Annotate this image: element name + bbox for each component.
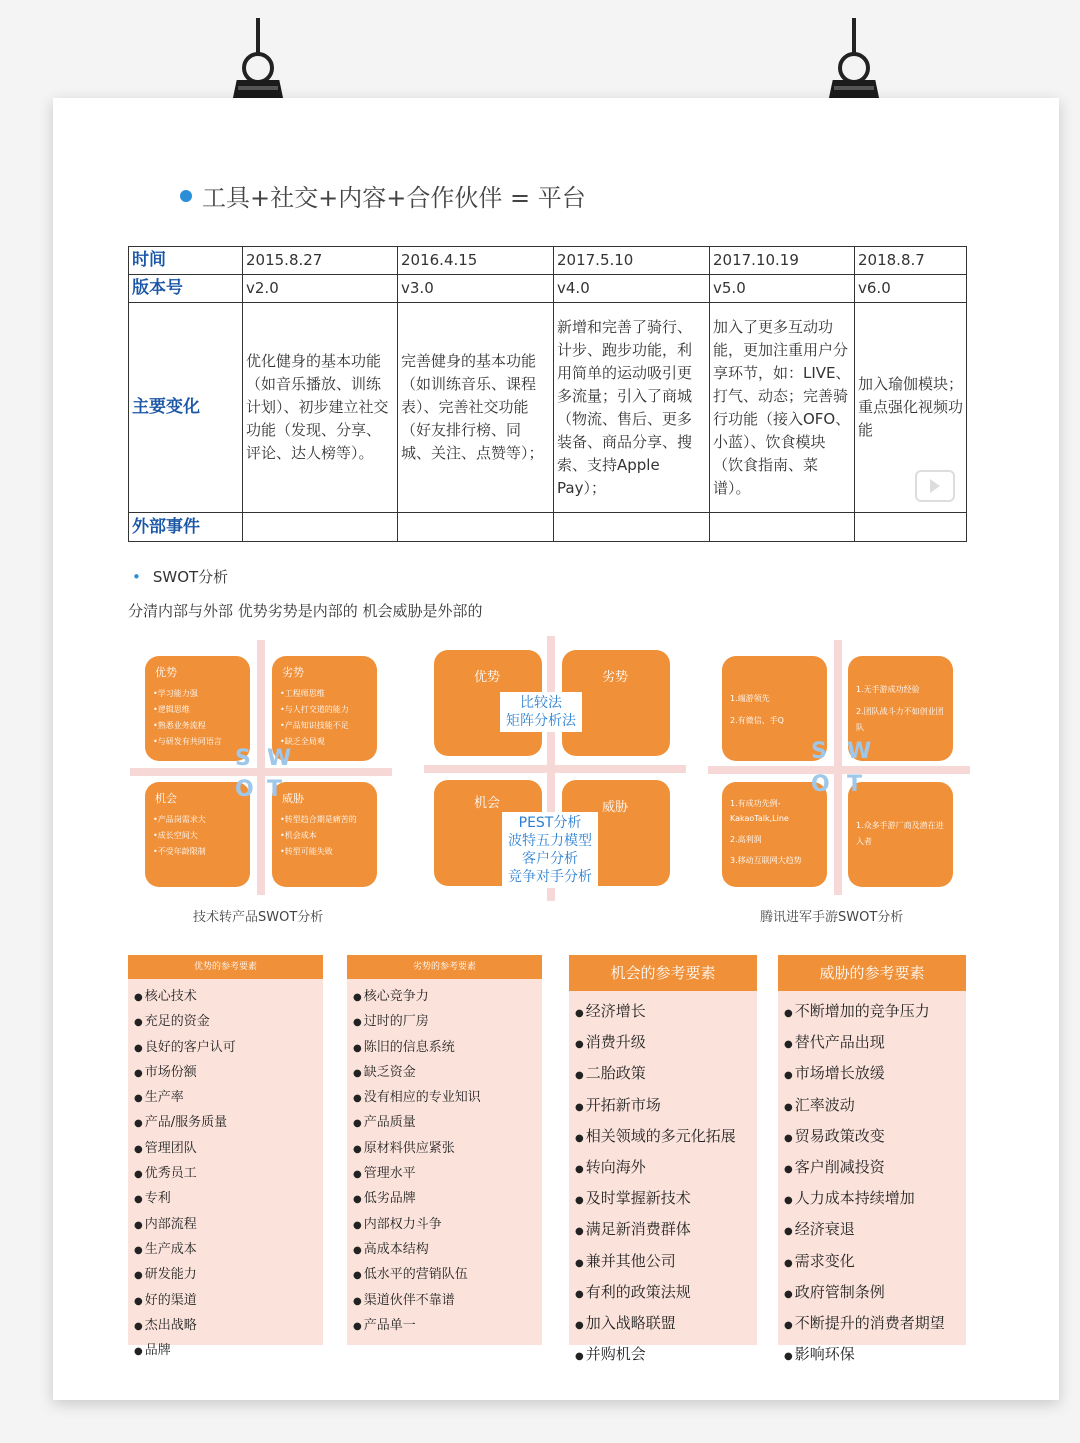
factor-item: ● 相关领域的多元化拓展 [575, 1122, 757, 1153]
factor-item: ● 研发能力 [134, 1263, 323, 1288]
video-play-icon[interactable] [915, 470, 955, 502]
opportunity-factors-column: 机会的参考要素 ● 经济增长 ● 消费升级 ● 二胎政策 ● 开拓新市场 ● 相关领域的多元化拓展 ● 转向海外 ● 及时掌握新技术 ● 满足新消费群体 ● 兼并其他公司 ● 有利的政策法规 ● 加入战略联盟 ● 并购机会 [569, 955, 757, 1345]
row-label-time: 时间 [129, 247, 243, 275]
letter-w: W [847, 739, 872, 764]
factor-item: ● 需求变化 [784, 1247, 966, 1278]
factor-item: ● 不断增加的竞争压力 [784, 997, 966, 1028]
letter-w: W [267, 746, 292, 771]
letter-t: T [847, 772, 863, 797]
factor-item: ● 充足的资金 [134, 1010, 323, 1035]
factor-item: ● 消费升级 [575, 1028, 757, 1059]
factor-item: ● 高成本结构 [353, 1238, 542, 1263]
factor-item: ● 生产率 [134, 1086, 323, 1111]
factor-item: ● 渠道伙伴不靠谱 [353, 1289, 542, 1314]
weakness-box: 劣势 •工程师思维 •与人打交道的能力 •产品知识技能不足 •缺乏全局观 [272, 656, 377, 761]
factor-item: ● 良好的客户认可 [134, 1036, 323, 1061]
table-row-versions [129, 275, 967, 303]
analysis-methods-label: PEST分析 波特五力模型 客户分析 竞争对手分析 [502, 812, 598, 888]
threat-box: 威胁 [562, 780, 670, 886]
bullet-dot-icon [180, 190, 192, 202]
strength-box: 优势 [434, 650, 542, 756]
row-label-changes: 主要变化 [129, 303, 243, 513]
letter-o: O [811, 772, 830, 797]
letter-t: T [267, 777, 283, 802]
factor-item: ● 二胎政策 [575, 1059, 757, 1090]
factor-item: ● 并购机会 [575, 1340, 757, 1371]
factor-item: ● 贸易政策改变 [784, 1122, 966, 1153]
factor-item: ● 内部权力斗争 [353, 1213, 542, 1238]
threat-box: 1.众多手游厂商及潜在进入者 [848, 782, 953, 887]
diagram-3-caption: 腾讯进军手游SWOT分析 [760, 910, 904, 925]
table-row-changes [129, 303, 967, 513]
factor-item: ● 杰出战略 [134, 1314, 323, 1339]
swot-heading: • SWOT分析 [132, 568, 229, 586]
factor-item: ● 低水平的营销队伍 [353, 1263, 542, 1288]
weakness-box: 1.无手游成功经验 2.团队战斗力不如创业团队 [848, 656, 953, 761]
page-title: 工具+社交+内容+合作伙伴 = 平台 [180, 178, 586, 213]
factor-item: ● 原材料供应紧张 [353, 1137, 542, 1162]
letter-s: S [811, 739, 827, 764]
factor-item: ● 产品/服务质量 [134, 1111, 323, 1136]
version-cell: v3.0 [398, 275, 554, 303]
strength-factors-column: 优势的参考要素 ● 核心技术 ● 充足的资金 ● 良好的客户认可 ● 市场份额 ● 生产率 ● 产品/服务质量 ● 管理团队 ● 优秀员工 ● 专利 ● 内部流程 ● 生产成本 ● 研发能力 ● 好的渠道 ● 杰出战略 ● 品牌 [128, 955, 323, 1345]
factor-item: ● 不断提升的消费者期望 [784, 1309, 966, 1340]
factor-item: ● 管理水平 [353, 1162, 542, 1187]
date-cell: 2016.4.15 [398, 247, 554, 275]
changes-cell: 新增和完善了骑行、计步、跑步功能，利用简单的运动吸引更多流量；引入了商城（物流、售后、更多装备、商品分享、搜索、支持Apple Pay）； [554, 303, 710, 513]
date-cell: 2018.8.7 [855, 247, 967, 275]
version-cell: v6.0 [855, 275, 967, 303]
strength-box: 1.端游领先 2.有微信、手Q [722, 656, 827, 761]
factor-item: ● 低劣品牌 [353, 1187, 542, 1212]
diagram-1-caption: 技术转产品SWOT分析 [193, 910, 324, 925]
version-cell: v2.0 [243, 275, 398, 303]
changes-cell: 加入了更多互动功能，更加注重用户分享环节，如：LIVE、打气、动态；完善骑行功能（接入OFO、小蓝）、饮食模块（饮食指南、菜谱）。 [710, 303, 855, 513]
factor-item: ● 过时的厂房 [353, 1010, 542, 1035]
factor-item: ● 市场份额 [134, 1061, 323, 1086]
table-row-events [129, 513, 967, 542]
swot-subtitle: 分清内部与外部 优势劣势是内部的 机会威胁是外部的 [128, 602, 483, 620]
factor-item: ● 加入战略联盟 [575, 1309, 757, 1340]
version-cell: v5.0 [710, 275, 855, 303]
factor-item: ● 核心竞争力 [353, 985, 542, 1010]
factor-item: ● 人力成本持续增加 [784, 1184, 966, 1215]
factor-item: ● 陈旧的信息系统 [353, 1036, 542, 1061]
threat-box: 威胁 •转型趋合期是痛苦的 •机会成本 •转型可能失败 [272, 782, 377, 887]
factor-item: ● 好的渠道 [134, 1289, 323, 1314]
factor-item: ● 经济增长 [575, 997, 757, 1028]
row-label-version: 版本号 [129, 275, 243, 303]
weakness-box: 劣势 [562, 650, 670, 756]
factor-item: ● 满足新消费群体 [575, 1215, 757, 1246]
factor-item: ● 市场增长放缓 [784, 1059, 966, 1090]
weakness-factors-column: 劣势的参考要素 ● 核心竞争力 ● 过时的厂房 ● 陈旧的信息系统 ● 缺乏资金 ● 没有相应的专业知识 ● 产品质量 ● 原材料供应紧张 ● 管理水平 ● 低劣品牌 ● 内部权力斗争 ● 高成本结构 ● 低水平的营销队伍 ● 渠道伙伴不靠谱 ● 产品单一 [347, 955, 542, 1345]
version-cell: v4.0 [554, 275, 710, 303]
factor-item: ● 有利的政策法规 [575, 1278, 757, 1309]
factor-item: ● 生产成本 [134, 1238, 323, 1263]
factor-item: ● 政府管制条例 [784, 1278, 966, 1309]
factor-item: ● 专利 [134, 1187, 323, 1212]
strength-box: 优势 •学习能力强 •逻辑思维 •熟悉业务流程 •与研发有共同语言 [145, 656, 250, 761]
factor-item: ● 管理团队 [134, 1137, 323, 1162]
table-row-dates [129, 247, 967, 275]
factor-item: ● 替代产品出现 [784, 1028, 966, 1059]
changes-cell: 加入瑜伽模块；重点强化视频功能 [855, 303, 967, 513]
row-label-events: 外部事件 [129, 513, 243, 542]
date-cell: 2017.5.10 [554, 247, 710, 275]
letter-o: O [235, 777, 254, 802]
factor-item: ● 内部流程 [134, 1213, 323, 1238]
date-cell: 2017.10.19 [710, 247, 855, 275]
factor-item: ● 兼并其他公司 [575, 1247, 757, 1278]
date-cell: 2015.8.27 [243, 247, 398, 275]
letter-s: S [235, 746, 251, 771]
factor-item: ● 缺乏资金 [353, 1061, 542, 1086]
factor-item: ● 经济衰退 [784, 1215, 966, 1246]
factor-item: ● 优秀员工 [134, 1162, 323, 1187]
threat-factors-column: 威胁的参考要素 ● 不断增加的竞争压力 ● 替代产品出现 ● 市场增长放缓 ● 汇率波动 ● 贸易政策改变 ● 客户削减投资 ● 人力成本持续增加 ● 经济衰退 ● 需求变化 ● 政府管制条例 ● 不断提升的消费者期望 ● 影响环保 [778, 955, 966, 1345]
factor-item: ● 品牌 [134, 1339, 323, 1364]
opportunity-box: 1.有成功先例-KakaoTalk,Line 2.高利润 3.移动互联网大趋势 [722, 782, 827, 887]
factor-item: ● 客户削减投资 [784, 1153, 966, 1184]
factor-item: ● 没有相应的专业知识 [353, 1086, 542, 1111]
factor-item: ● 及时掌握新技术 [575, 1184, 757, 1215]
factor-item: ● 转向海外 [575, 1153, 757, 1184]
factor-item: ● 开拓新市场 [575, 1091, 757, 1122]
opportunity-box: 机会 [434, 780, 542, 886]
factor-item: ● 产品单一 [353, 1314, 542, 1339]
changes-cell: 完善健身的基本功能（如训练音乐、课程表）、完善社交功能（好友排行榜、同城、关注、点赞等）； [398, 303, 554, 513]
comparison-label: 比较法 矩阵分析法 [500, 692, 582, 732]
version-history-table [128, 246, 967, 542]
factor-item: ● 核心技术 [134, 985, 323, 1010]
factor-item: ● 汇率波动 [784, 1091, 966, 1122]
opportunity-box: 机会 •产品岗需求大 •成长空间大 •不受年龄限制 [145, 782, 250, 887]
factor-item: ● 影响环保 [784, 1340, 966, 1371]
factor-item: ● 产品质量 [353, 1111, 542, 1136]
changes-cell: 优化健身的基本功能（如音乐播放、训练计划）、初步建立社交功能（发现、分享、评论、达人榜等）。 [243, 303, 398, 513]
